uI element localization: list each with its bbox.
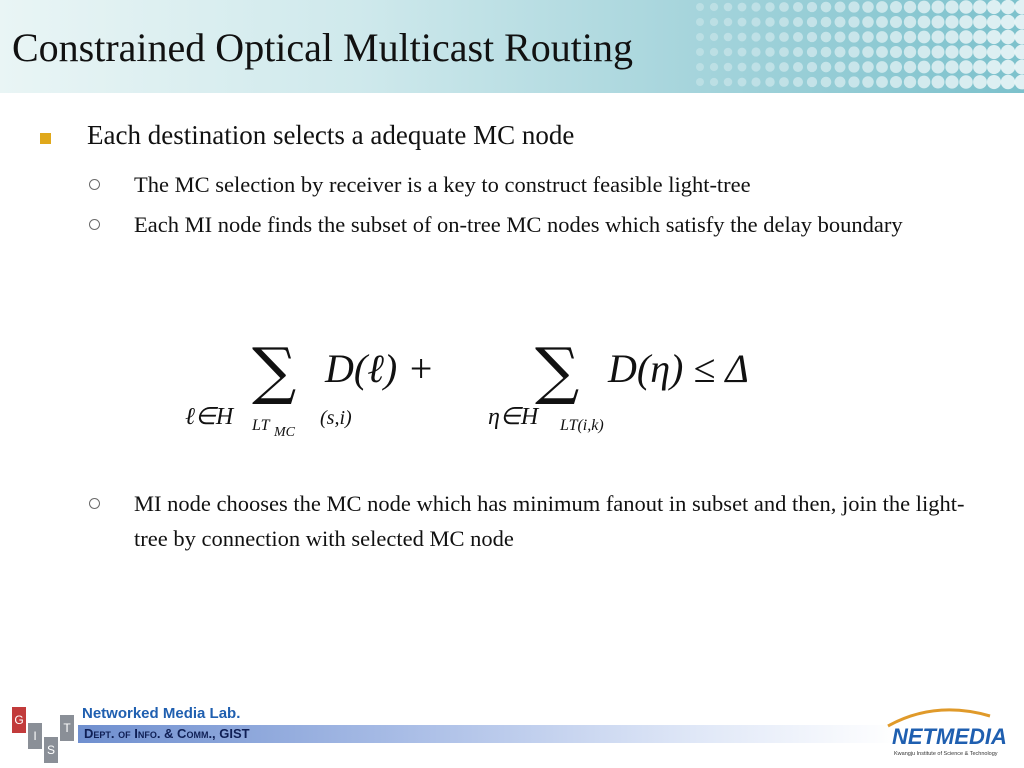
decorative-dot <box>779 77 789 87</box>
decorative-dot <box>904 76 916 88</box>
decorative-dot <box>932 1 945 14</box>
decorative-dot <box>765 32 774 41</box>
decorative-dot <box>890 76 902 88</box>
decorative-dot <box>710 3 718 11</box>
decorative-dot <box>738 18 747 27</box>
gist-logo-g: G <box>12 707 26 733</box>
decorative-dot <box>835 47 846 58</box>
decorative-dot <box>918 1 931 14</box>
decorative-dot <box>1001 15 1015 29</box>
decorative-dot <box>848 61 859 72</box>
decorative-dot <box>848 31 859 42</box>
decorative-dot <box>1001 0 1015 14</box>
sub-bullet-text: Each MI node finds the subset of on-tree MC nodes which satisfy the delay boundary <box>134 212 903 237</box>
decorative-dot <box>779 62 789 72</box>
bullet-item <box>40 120 574 151</box>
decorative-dot <box>793 62 803 72</box>
decorative-dot <box>862 31 874 43</box>
decorative-dot <box>987 60 1001 74</box>
decorative-dot <box>987 0 1001 14</box>
decorative-dot <box>932 31 945 44</box>
summation-symbol: ∑ <box>535 334 580 407</box>
decorative-dot <box>959 60 973 74</box>
decorative-dot <box>779 17 789 27</box>
decorative-dot <box>904 46 916 58</box>
decorative-dot <box>738 78 747 87</box>
decorative-dot <box>835 62 846 73</box>
decorative-dot <box>1015 30 1024 45</box>
decorative-dot <box>710 48 718 56</box>
decorative-dot <box>1001 75 1015 89</box>
formula-term-1: D(ℓ) + <box>325 346 435 391</box>
decorative-dot <box>821 2 832 13</box>
decorative-dot <box>724 3 733 12</box>
decorative-dot <box>751 17 760 26</box>
decorative-dot <box>821 17 832 28</box>
formula-sub-1-index2: MC <box>274 425 295 440</box>
decorative-dot <box>793 32 803 42</box>
decorative-dot <box>918 16 931 29</box>
decorative-dot <box>945 45 958 58</box>
decorative-dot <box>1001 60 1015 74</box>
decorative-dot <box>848 46 859 57</box>
decorative-dot <box>751 77 760 86</box>
decorative-dot <box>848 76 859 87</box>
decorative-dot <box>932 16 945 29</box>
decorative-dot <box>876 16 888 28</box>
decorative-dot <box>793 47 803 57</box>
formula-sub-1-main: ℓ∈H <box>185 404 234 430</box>
decorative-dot <box>807 17 817 27</box>
decorative-dot <box>724 63 733 72</box>
decorative-dot <box>696 33 704 41</box>
decorative-dot <box>779 2 789 12</box>
department-name: Dept. of Info. & Comm., GIST <box>84 726 250 741</box>
decorative-dot <box>973 75 987 89</box>
decorative-dot <box>932 76 945 89</box>
decorative-dot <box>835 2 846 13</box>
decorative-dot <box>696 63 704 71</box>
decorative-dot <box>945 30 958 43</box>
decorative-dot <box>904 1 916 13</box>
decorative-dot <box>945 15 958 28</box>
decorative-dot <box>696 18 704 26</box>
decorative-dot <box>876 31 888 43</box>
decorative-dot <box>724 78 733 87</box>
decorative-dot <box>835 77 846 88</box>
decorative-dot <box>724 33 733 42</box>
decorative-dot <box>765 47 774 56</box>
decorative-dot <box>973 60 987 74</box>
decorative-dot <box>821 62 832 73</box>
decorative-dot <box>918 46 931 59</box>
decorative-dot <box>710 18 718 26</box>
decorative-dot <box>765 77 774 86</box>
sub-bullet-item <box>89 490 979 556</box>
decorative-dot <box>710 33 718 41</box>
decorative-dot <box>738 63 747 72</box>
decorative-dot <box>862 16 874 28</box>
decorative-dot <box>1001 45 1015 59</box>
netmedia-logo <box>880 702 1015 762</box>
decorative-dot <box>918 31 931 44</box>
decorative-dot <box>807 77 817 87</box>
decorative-dot <box>890 1 902 13</box>
decorative-dot <box>890 16 902 28</box>
hollow-circle-bullet-icon <box>89 219 100 230</box>
decorative-dot <box>779 47 789 57</box>
decorative-dot <box>765 62 774 71</box>
decorative-dot <box>987 15 1001 29</box>
decorative-dot <box>1015 15 1024 30</box>
decorative-dot <box>821 47 832 58</box>
decorative-dot <box>1015 45 1024 60</box>
formula-term-2: D(η) ≤ Δ <box>608 346 749 391</box>
decorative-dot <box>793 77 803 87</box>
decorative-dot <box>835 17 846 28</box>
decorative-dot <box>987 45 1001 59</box>
sub-bullet-text: MI node chooses the MC node which has minimum fanout in subset and then, join the light-tree by connection with selected MC node <box>134 491 965 551</box>
decorative-dot <box>918 61 931 74</box>
decorative-dot <box>876 61 888 73</box>
decorative-dot <box>848 16 859 27</box>
decorative-dot <box>862 1 874 13</box>
decorative-dot <box>710 78 718 86</box>
decorative-dot <box>987 75 1001 89</box>
decorative-dot <box>696 3 704 11</box>
decorative-dot <box>959 0 973 14</box>
decorative-dot <box>751 62 760 71</box>
slide-header <box>0 0 1024 93</box>
decorative-dot <box>932 61 945 74</box>
decorative-dot <box>807 2 817 12</box>
square-bullet-icon <box>40 133 51 144</box>
decorative-dot <box>876 46 888 58</box>
decorative-dot <box>1015 60 1024 75</box>
decorative-dot <box>724 48 733 57</box>
decorative-dot <box>959 15 973 29</box>
decorative-dot <box>751 32 760 41</box>
formula-sub-2-index: LT(i,k) <box>560 417 604 434</box>
decorative-dot <box>987 30 1001 44</box>
decorative-dot <box>821 77 832 88</box>
decorative-dot <box>765 17 774 26</box>
decorative-dot <box>945 60 958 73</box>
decorative-dot <box>904 16 916 28</box>
decorative-dot <box>890 61 902 73</box>
decorative-dot <box>876 76 888 88</box>
decorative-dot <box>904 61 916 73</box>
decorative-dot <box>904 31 916 43</box>
decorative-dot <box>862 76 874 88</box>
slide-footer <box>0 700 1024 768</box>
decorative-dot <box>765 2 774 11</box>
summation-symbol: ∑ <box>252 334 297 407</box>
decorative-dot <box>738 33 747 42</box>
decorative-dot <box>696 48 704 56</box>
formula-sub-2-main: η∈H <box>488 404 539 430</box>
gist-logo-t: T <box>60 715 74 741</box>
decorative-dot <box>793 2 803 12</box>
decorative-dot <box>724 18 733 27</box>
decorative-dot <box>1015 0 1024 14</box>
decorative-dot <box>1001 30 1015 44</box>
decorative-dot <box>821 32 832 43</box>
decorative-dot <box>793 17 803 27</box>
decorative-dot <box>848 1 859 12</box>
decorative-dot <box>862 46 874 58</box>
sub-bullet-text: The MC selection by receiver is a key to construct feasible light-tree <box>134 172 751 197</box>
decorative-dot <box>973 30 987 44</box>
gist-logo <box>12 707 76 765</box>
decorative-dot <box>973 0 987 14</box>
netmedia-logo-text: NETMEDIA <box>892 724 1007 749</box>
decorative-dot <box>890 46 902 58</box>
decorative-dot <box>751 47 760 56</box>
decorative-dot-pattern <box>694 0 1024 93</box>
gist-logo-s: S <box>44 737 58 763</box>
decorative-dot <box>932 46 945 59</box>
lab-name: Networked Media Lab. <box>82 705 241 722</box>
decorative-dot <box>973 45 987 59</box>
decorative-dot <box>959 30 973 44</box>
decorative-dot <box>945 75 958 88</box>
decorative-dot <box>807 32 817 42</box>
hollow-circle-bullet-icon <box>89 498 100 509</box>
decorative-dot <box>751 2 760 11</box>
decorative-dot <box>945 0 958 13</box>
decorative-dot <box>890 31 902 43</box>
decorative-dot <box>1015 75 1024 90</box>
formula-sub-1-index: LT <box>252 417 270 434</box>
decorative-dot <box>959 45 973 59</box>
decorative-dot <box>973 15 987 29</box>
slide-title: Constrained Optical Multicast Routing <box>12 25 634 70</box>
sub-bullet-item <box>89 211 979 242</box>
decorative-dot <box>918 76 931 89</box>
bullet-text: Each destination selects a adequate MC node <box>87 120 575 150</box>
delay-constraint-formula <box>170 330 850 450</box>
formula-sub-1-args: (s,i) <box>320 407 352 429</box>
gist-logo-i: I <box>28 723 42 749</box>
hollow-circle-bullet-icon <box>89 179 100 190</box>
decorative-dot <box>876 1 888 13</box>
decorative-dot <box>959 75 973 89</box>
decorative-dot <box>835 32 846 43</box>
decorative-dot <box>862 61 874 73</box>
decorative-dot <box>738 48 747 57</box>
netmedia-logo-subtext: Kwangju Institute of Science & Technology <box>894 751 998 757</box>
decorative-dot <box>710 63 718 71</box>
decorative-dot <box>738 3 747 12</box>
decorative-dot <box>807 62 817 72</box>
decorative-dot <box>696 78 704 86</box>
sub-bullet-item <box>89 171 979 202</box>
decorative-dot <box>807 47 817 57</box>
decorative-dot <box>779 32 789 42</box>
